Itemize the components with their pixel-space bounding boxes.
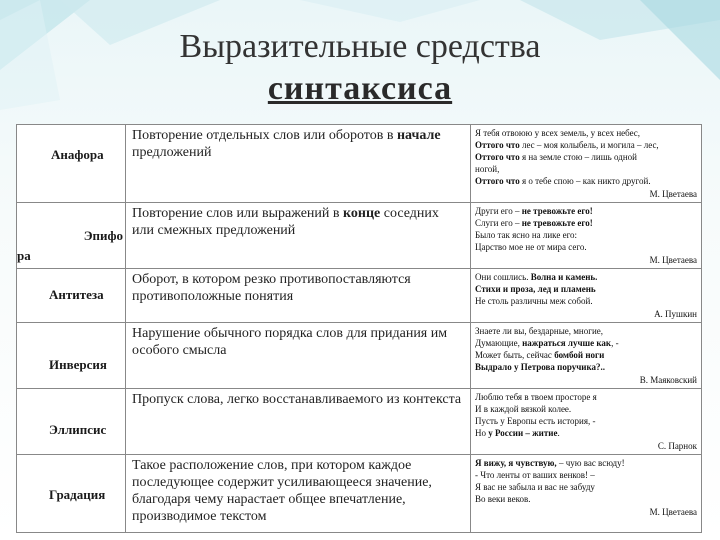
definition-cell [126,269,471,323]
definition-text: Нарушение обычного порядка слов для придания им особого смысла [132,326,448,358]
term-label: Инверсия [49,357,107,372]
example-author: В. Маяковский [639,375,697,385]
example-line: Я вас не забыла и вас не забуду [475,482,595,492]
example-line: Пусть у Европы есть история, - [475,416,596,426]
syntax-devices-table [16,124,702,533]
example-line: Не столь различны меж собой. [475,296,593,306]
title-line-1: Выразительные средства [179,28,541,65]
example-line: Люблю тебя в твоем просторе я [475,392,597,402]
example-line: Но у России – житие. [475,428,560,438]
example-line: Выдрало у Петрова поручика?.. [475,362,606,372]
example-line: Было так ясно на лике его: [475,230,578,240]
definition-text: Повторение отдельных слов или оборотов в [132,128,397,143]
example-line: Во веки веков. [475,494,531,504]
example-line: - Что ленты от ваших венков! – [475,470,595,480]
example-line: Может быть, сейчас бомбой ноги [475,350,605,360]
example-line: Они сошлись. Волна и камень. [475,272,598,282]
example-line: Оттого что лес – моя колыбель, и могила – лес, [475,140,659,150]
example-line: Оттого что я о тебе спою – как никто другой. [475,176,651,186]
definition-cell [126,389,471,455]
term-cell [17,269,126,323]
definition-text: Такое расположение слов, при котором каждое последующее содержит усиливающееся значение, благодаря чему нарастает общее впечатление, производимое текстом [132,458,432,524]
table-row [17,455,702,533]
table-row [17,323,702,389]
example-line: Други его – не тревожьте его! [475,206,593,216]
table-row [17,389,702,455]
definition-emphasis: начале [396,128,441,143]
table-row [17,203,702,269]
example-line: Стихи и проза, лед и пламень [475,284,596,294]
term-label-part-1: Эпифо [83,228,123,243]
term-cell [17,323,126,389]
table-row [17,269,702,323]
term-label: Антитеза [49,287,104,302]
definition-cell [126,125,471,203]
example-cell [471,389,702,455]
term-cell [17,203,126,269]
definition-text: Пропуск слова, легко восстанавливаемого из контекста [132,392,462,407]
example-cell [471,203,702,269]
definition-text: соседних или смежных предложений [132,206,439,238]
example-line: Я вижу, я чувствую, – чую вас всюду! [475,458,625,468]
definition-text: Оборот, в котором резко противопоставляются противоположные понятия [132,272,411,304]
example-line: Царство мое не от мира сего. [475,242,587,252]
example-line: ногой, [475,164,500,174]
definition-text: Повторение слов или выражений в [132,206,344,221]
example-author: М. Цветаева [649,255,697,265]
example-cell [471,269,702,323]
definition-cell [126,203,471,269]
example-cell [471,125,702,203]
example-author: М. Цветаева [649,189,697,199]
example-line: Думающие, нажраться лучше как, - [475,338,619,348]
example-line: Знаете ли вы, бездарные, многие, [475,326,603,336]
term-label: Эллипсис [49,422,107,437]
definition-emphasis: конце [343,206,381,221]
example-author: С. Парнок [657,441,697,451]
term-label: Градация [49,487,106,502]
example-author: А. Пушкин [654,309,697,319]
definition-cell [126,455,471,533]
example-cell [471,323,702,389]
term-cell [17,125,126,203]
page-title [0,26,720,110]
example-line: Оттого что я на земле стою – лишь одной [475,152,637,162]
definition-text: предложений [132,145,212,160]
example-author: М. Цветаева [649,507,697,517]
definition-cell [126,323,471,389]
example-line: Я тебя отвоюю у всех земель, у всех небес, [475,128,641,138]
example-cell [471,455,702,533]
term-cell [17,455,126,533]
example-line: Слуги его – не тревожьте его! [475,218,593,228]
term-cell [17,389,126,455]
table-row [17,125,702,203]
example-line: И в каждой вязкой колее. [475,404,572,414]
term-label: Анафора [51,147,104,162]
term-label-part-2: ра [17,248,31,263]
title-line-2: синтаксиса [267,70,453,107]
